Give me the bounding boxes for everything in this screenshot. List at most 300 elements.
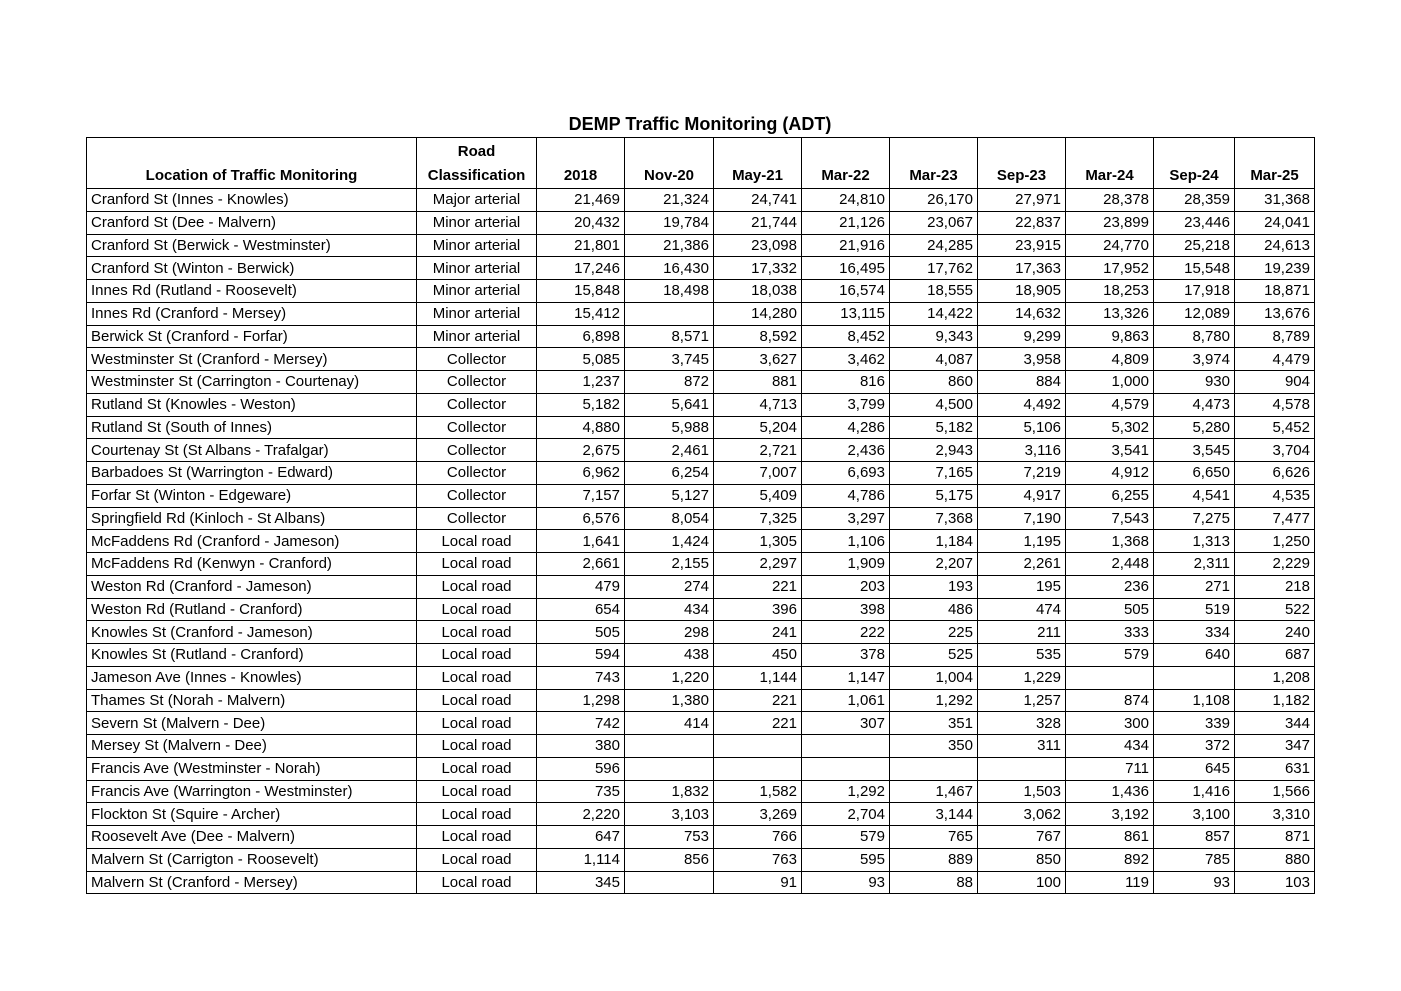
location-cell: Knowles St (Rutland - Cranford) <box>87 644 417 667</box>
adt-value-cell: 6,898 <box>537 325 625 348</box>
adt-value-cell: 3,269 <box>714 803 802 826</box>
adt-value-cell: 31,368 <box>1235 189 1315 212</box>
table-row <box>87 803 1315 826</box>
adt-value-cell: 1,292 <box>890 689 978 712</box>
adt-value-cell: 16,574 <box>802 280 890 303</box>
adt-value-cell: 3,958 <box>978 348 1066 371</box>
adt-value-cell: 8,789 <box>1235 325 1315 348</box>
adt-value-cell: 17,246 <box>537 257 625 280</box>
adt-value-cell: 26,170 <box>890 189 978 212</box>
adt-value-cell: 7,190 <box>978 507 1066 530</box>
classification-cell: Minor arterial <box>417 234 537 257</box>
location-cell: Westminster St (Cranford - Mersey) <box>87 348 417 371</box>
adt-value-cell: 1,182 <box>1235 689 1315 712</box>
adt-value-cell: 3,545 <box>1154 439 1235 462</box>
location-cell: Springfield Rd (Kinloch - St Albans) <box>87 507 417 530</box>
adt-value-cell: 4,535 <box>1235 484 1315 507</box>
column-header-period: Sep-24 <box>1154 138 1235 189</box>
adt-value-cell: 1,061 <box>802 689 890 712</box>
classification-cell: Local road <box>417 689 537 712</box>
adt-value-cell: 763 <box>714 848 802 871</box>
adt-value-cell: 23,446 <box>1154 211 1235 234</box>
adt-value-cell: 2,220 <box>537 803 625 826</box>
classification-cell: Collector <box>417 507 537 530</box>
table-row <box>87 211 1315 234</box>
adt-value-cell: 2,721 <box>714 439 802 462</box>
adt-value-cell: 195 <box>978 575 1066 598</box>
adt-value-cell: 753 <box>625 826 714 849</box>
classification-header-line2: Classification <box>427 167 526 184</box>
adt-value-cell: 5,409 <box>714 484 802 507</box>
adt-value-cell: 5,302 <box>1066 416 1154 439</box>
table-row <box>87 666 1315 689</box>
adt-value-cell: 3,100 <box>1154 803 1235 826</box>
adt-value-cell: 211 <box>978 621 1066 644</box>
adt-value-cell: 221 <box>714 712 802 735</box>
adt-value-cell: 6,576 <box>537 507 625 530</box>
adt-value-cell: 2,436 <box>802 439 890 462</box>
table-row <box>87 348 1315 371</box>
adt-value-cell: 2,297 <box>714 553 802 576</box>
location-cell: McFaddens Rd (Kenwyn - Cranford) <box>87 553 417 576</box>
adt-value-cell: 271 <box>1154 575 1235 598</box>
adt-value-cell: 18,555 <box>890 280 978 303</box>
table-row <box>87 439 1315 462</box>
adt-value-cell: 505 <box>537 621 625 644</box>
adt-value-cell: 1,368 <box>1066 530 1154 553</box>
adt-value-cell <box>978 757 1066 780</box>
adt-value-cell: 687 <box>1235 644 1315 667</box>
adt-value-cell: 4,578 <box>1235 393 1315 416</box>
adt-value-cell: 1,292 <box>802 780 890 803</box>
location-cell: Berwick St (Cranford - Forfar) <box>87 325 417 348</box>
location-cell: Cranford St (Dee - Malvern) <box>87 211 417 234</box>
adt-value-cell: 20,432 <box>537 211 625 234</box>
classification-cell: Local road <box>417 780 537 803</box>
adt-value-cell: 1,832 <box>625 780 714 803</box>
adt-value-cell: 91 <box>714 871 802 894</box>
adt-value-cell: 735 <box>537 780 625 803</box>
adt-value-cell: 24,041 <box>1235 211 1315 234</box>
adt-value-cell: 5,182 <box>537 393 625 416</box>
location-cell: Knowles St (Cranford - Jameson) <box>87 621 417 644</box>
adt-value-cell: 2,207 <box>890 553 978 576</box>
adt-value-cell: 300 <box>1066 712 1154 735</box>
location-cell: Innes Rd (Rutland - Roosevelt) <box>87 280 417 303</box>
adt-value-cell: 2,461 <box>625 439 714 462</box>
adt-value-cell: 240 <box>1235 621 1315 644</box>
adt-value-cell: 2,675 <box>537 439 625 462</box>
table-row <box>87 644 1315 667</box>
adt-value-cell: 8,592 <box>714 325 802 348</box>
adt-value-cell: 3,462 <box>802 348 890 371</box>
adt-value-cell: 647 <box>537 826 625 849</box>
adt-value-cell: 15,848 <box>537 280 625 303</box>
location-cell: Jameson Ave (Innes - Knowles) <box>87 666 417 689</box>
adt-value-cell: 2,261 <box>978 553 1066 576</box>
adt-value-cell: 1,208 <box>1235 666 1315 689</box>
adt-value-cell <box>714 757 802 780</box>
column-header-period: Mar-24 <box>1066 138 1154 189</box>
adt-value-cell <box>625 735 714 758</box>
location-cell: Flockton St (Squire - Archer) <box>87 803 417 826</box>
table-row <box>87 871 1315 894</box>
adt-value-cell: 872 <box>625 371 714 394</box>
adt-value-cell: 17,952 <box>1066 257 1154 280</box>
adt-value-cell: 24,613 <box>1235 234 1315 257</box>
adt-value-cell: 474 <box>978 598 1066 621</box>
adt-value-cell: 7,157 <box>537 484 625 507</box>
adt-value-cell: 3,116 <box>978 439 1066 462</box>
adt-value-cell: 3,103 <box>625 803 714 826</box>
adt-value-cell: 765 <box>890 826 978 849</box>
adt-value-cell: 13,326 <box>1066 302 1154 325</box>
adt-value-cell: 345 <box>537 871 625 894</box>
column-header-period: Mar-22 <box>802 138 890 189</box>
adt-value-cell: 7,543 <box>1066 507 1154 530</box>
table-row <box>87 302 1315 325</box>
adt-value-cell: 328 <box>978 712 1066 735</box>
adt-value-cell: 22,837 <box>978 211 1066 234</box>
adt-value-cell: 434 <box>1066 735 1154 758</box>
adt-value-cell: 5,280 <box>1154 416 1235 439</box>
classification-cell: Local road <box>417 621 537 644</box>
adt-value-cell: 18,253 <box>1066 280 1154 303</box>
adt-value-cell: 1,566 <box>1235 780 1315 803</box>
adt-value-cell: 1,237 <box>537 371 625 394</box>
adt-value-cell: 3,974 <box>1154 348 1235 371</box>
adt-value-cell: 88 <box>890 871 978 894</box>
column-header-classification <box>417 138 537 189</box>
adt-value-cell <box>1066 666 1154 689</box>
adt-value-cell: 236 <box>1066 575 1154 598</box>
adt-value-cell: 479 <box>537 575 625 598</box>
adt-value-cell: 414 <box>625 712 714 735</box>
adt-value-cell: 631 <box>1235 757 1315 780</box>
adt-value-cell: 881 <box>714 371 802 394</box>
adt-value-cell: 4,087 <box>890 348 978 371</box>
adt-value-cell: 1,305 <box>714 530 802 553</box>
classification-cell: Local road <box>417 712 537 735</box>
location-cell: Malvern St (Carrigton - Roosevelt) <box>87 848 417 871</box>
adt-value-cell: 4,479 <box>1235 348 1315 371</box>
adt-value-cell: 3,310 <box>1235 803 1315 826</box>
adt-value-cell <box>625 302 714 325</box>
adt-value-cell: 17,762 <box>890 257 978 280</box>
location-cell: Roosevelt Ave (Dee - Malvern) <box>87 826 417 849</box>
location-cell: Innes Rd (Cranford - Mersey) <box>87 302 417 325</box>
classification-cell: Local road <box>417 826 537 849</box>
adt-value-cell: 93 <box>802 871 890 894</box>
adt-value-cell: 16,430 <box>625 257 714 280</box>
adt-value-cell: 1,229 <box>978 666 1066 689</box>
adt-value-cell: 7,219 <box>978 462 1066 485</box>
location-cell: Courtenay St (St Albans - Trafalgar) <box>87 439 417 462</box>
table-row <box>87 826 1315 849</box>
adt-value-cell: 3,192 <box>1066 803 1154 826</box>
adt-value-cell: 17,918 <box>1154 280 1235 303</box>
adt-value-cell: 21,126 <box>802 211 890 234</box>
adt-value-cell: 2,448 <box>1066 553 1154 576</box>
adt-value-cell: 438 <box>625 644 714 667</box>
adt-value-cell: 6,626 <box>1235 462 1315 485</box>
adt-value-cell: 14,632 <box>978 302 1066 325</box>
classification-cell: Local road <box>417 553 537 576</box>
table-row <box>87 553 1315 576</box>
adt-value-cell: 7,477 <box>1235 507 1315 530</box>
classification-cell: Local road <box>417 871 537 894</box>
adt-value-cell: 880 <box>1235 848 1315 871</box>
adt-value-cell: 1,909 <box>802 553 890 576</box>
adt-value-cell: 856 <box>625 848 714 871</box>
adt-value-cell: 450 <box>714 644 802 667</box>
adt-value-cell: 6,693 <box>802 462 890 485</box>
column-header-period: Sep-23 <box>978 138 1066 189</box>
adt-value-cell: 785 <box>1154 848 1235 871</box>
adt-value-cell: 100 <box>978 871 1066 894</box>
adt-value-cell: 24,770 <box>1066 234 1154 257</box>
adt-value-cell: 2,661 <box>537 553 625 576</box>
adt-value-cell: 14,280 <box>714 302 802 325</box>
adt-value-cell: 1,416 <box>1154 780 1235 803</box>
adt-value-cell: 1,147 <box>802 666 890 689</box>
adt-value-cell: 23,915 <box>978 234 1066 257</box>
adt-value-cell: 4,713 <box>714 393 802 416</box>
adt-value-cell: 12,089 <box>1154 302 1235 325</box>
classification-cell: Minor arterial <box>417 302 537 325</box>
adt-value-cell: 1,220 <box>625 666 714 689</box>
adt-value-cell: 7,325 <box>714 507 802 530</box>
adt-value-cell: 1,380 <box>625 689 714 712</box>
adt-value-cell: 1,004 <box>890 666 978 689</box>
adt-value-cell: 221 <box>714 575 802 598</box>
adt-value-cell: 434 <box>625 598 714 621</box>
adt-value-cell: 884 <box>978 371 1066 394</box>
adt-value-cell <box>625 871 714 894</box>
location-cell: Barbadoes St (Warrington - Edward) <box>87 462 417 485</box>
table-row <box>87 530 1315 553</box>
adt-value-cell <box>1154 666 1235 689</box>
adt-value-cell: 645 <box>1154 757 1235 780</box>
adt-value-cell: 8,780 <box>1154 325 1235 348</box>
adt-value-cell: 4,786 <box>802 484 890 507</box>
classification-cell: Local road <box>417 644 537 667</box>
classification-cell: Collector <box>417 462 537 485</box>
table-body <box>87 189 1315 894</box>
adt-value-cell: 640 <box>1154 644 1235 667</box>
adt-value-cell: 380 <box>537 735 625 758</box>
classification-cell: Local road <box>417 735 537 758</box>
adt-value-cell: 596 <box>537 757 625 780</box>
classification-cell: Local road <box>417 848 537 871</box>
adt-value-cell: 9,299 <box>978 325 1066 348</box>
adt-value-cell: 889 <box>890 848 978 871</box>
adt-value-cell: 5,175 <box>890 484 978 507</box>
adt-value-cell: 9,863 <box>1066 325 1154 348</box>
adt-value-cell: 2,229 <box>1235 553 1315 576</box>
table-row <box>87 371 1315 394</box>
classification-cell: Local road <box>417 757 537 780</box>
adt-value-cell: 850 <box>978 848 1066 871</box>
table-row <box>87 325 1315 348</box>
table-row <box>87 689 1315 712</box>
location-cell: Weston Rd (Cranford - Jameson) <box>87 575 417 598</box>
adt-value-cell: 1,195 <box>978 530 1066 553</box>
adt-value-cell: 7,368 <box>890 507 978 530</box>
adt-value-cell: 4,809 <box>1066 348 1154 371</box>
table-row <box>87 416 1315 439</box>
adt-value-cell: 3,627 <box>714 348 802 371</box>
adt-value-cell <box>802 735 890 758</box>
adt-value-cell: 5,182 <box>890 416 978 439</box>
adt-value-cell: 860 <box>890 371 978 394</box>
location-cell: Severn St (Malvern - Dee) <box>87 712 417 735</box>
adt-value-cell: 4,286 <box>802 416 890 439</box>
adt-value-cell: 28,378 <box>1066 189 1154 212</box>
adt-value-cell: 9,343 <box>890 325 978 348</box>
adt-value-cell: 3,297 <box>802 507 890 530</box>
adt-value-cell: 93 <box>1154 871 1235 894</box>
adt-value-cell: 19,784 <box>625 211 714 234</box>
adt-value-cell: 21,324 <box>625 189 714 212</box>
adt-value-cell: 203 <box>802 575 890 598</box>
adt-value-cell: 861 <box>1066 826 1154 849</box>
table-row <box>87 780 1315 803</box>
adt-value-cell: 4,541 <box>1154 484 1235 507</box>
table-row <box>87 507 1315 530</box>
adt-value-cell: 3,799 <box>802 393 890 416</box>
location-cell: Weston Rd (Rutland - Cranford) <box>87 598 417 621</box>
classification-cell: Collector <box>417 371 537 394</box>
classification-cell: Minor arterial <box>417 211 537 234</box>
adt-value-cell: 8,452 <box>802 325 890 348</box>
adt-value-cell: 17,363 <box>978 257 1066 280</box>
adt-value-cell: 2,311 <box>1154 553 1235 576</box>
adt-value-cell: 5,127 <box>625 484 714 507</box>
adt-value-cell: 311 <box>978 735 1066 758</box>
location-cell: Thames St (Norah - Malvern) <box>87 689 417 712</box>
classification-cell: Local road <box>417 530 537 553</box>
adt-value-cell: 347 <box>1235 735 1315 758</box>
adt-value-cell: 13,115 <box>802 302 890 325</box>
table-row <box>87 189 1315 212</box>
adt-value-cell: 486 <box>890 598 978 621</box>
adt-value-cell: 298 <box>625 621 714 644</box>
adt-value-cell: 14,422 <box>890 302 978 325</box>
adt-value-cell: 579 <box>802 826 890 849</box>
adt-value-cell: 5,085 <box>537 348 625 371</box>
adt-value-cell <box>890 757 978 780</box>
adt-value-cell: 857 <box>1154 826 1235 849</box>
location-cell: Cranford St (Berwick - Westminster) <box>87 234 417 257</box>
adt-value-cell: 4,917 <box>978 484 1066 507</box>
location-cell: Forfar St (Winton - Edgeware) <box>87 484 417 507</box>
adt-value-cell: 2,943 <box>890 439 978 462</box>
adt-value-cell: 378 <box>802 644 890 667</box>
adt-value-cell: 351 <box>890 712 978 735</box>
adt-value-cell: 6,255 <box>1066 484 1154 507</box>
adt-value-cell: 654 <box>537 598 625 621</box>
adt-value-cell: 5,106 <box>978 416 1066 439</box>
adt-value-cell: 241 <box>714 621 802 644</box>
adt-value-cell: 4,912 <box>1066 462 1154 485</box>
adt-value-cell: 1,184 <box>890 530 978 553</box>
adt-value-cell: 398 <box>802 598 890 621</box>
adt-value-cell: 1,250 <box>1235 530 1315 553</box>
adt-value-cell: 1,114 <box>537 848 625 871</box>
adt-value-cell: 19,239 <box>1235 257 1315 280</box>
table-row <box>87 257 1315 280</box>
adt-value-cell: 742 <box>537 712 625 735</box>
location-cell: Malvern St (Cranford - Mersey) <box>87 871 417 894</box>
adt-value-cell: 3,704 <box>1235 439 1315 462</box>
adt-value-cell: 7,007 <box>714 462 802 485</box>
adt-value-cell: 372 <box>1154 735 1235 758</box>
adt-value-cell: 4,500 <box>890 393 978 416</box>
location-cell: Francis Ave (Warrington - Westminster) <box>87 780 417 803</box>
table-row <box>87 712 1315 735</box>
table-row <box>87 598 1315 621</box>
adt-value-cell: 344 <box>1235 712 1315 735</box>
adt-value-cell: 1,144 <box>714 666 802 689</box>
adt-value-cell: 1,000 <box>1066 371 1154 394</box>
table-row <box>87 234 1315 257</box>
adt-value-cell: 874 <box>1066 689 1154 712</box>
adt-value-cell: 2,704 <box>802 803 890 826</box>
adt-value-cell: 15,412 <box>537 302 625 325</box>
adt-value-cell: 711 <box>1066 757 1154 780</box>
adt-value-cell: 218 <box>1235 575 1315 598</box>
table-row <box>87 757 1315 780</box>
adt-value-cell: 16,495 <box>802 257 890 280</box>
adt-value-cell: 1,582 <box>714 780 802 803</box>
adt-value-cell: 24,285 <box>890 234 978 257</box>
classification-cell: Local road <box>417 575 537 598</box>
adt-value-cell: 3,745 <box>625 348 714 371</box>
adt-value-cell: 767 <box>978 826 1066 849</box>
adt-value-cell: 15,548 <box>1154 257 1235 280</box>
classification-cell: Minor arterial <box>417 257 537 280</box>
adt-value-cell: 28,359 <box>1154 189 1235 212</box>
adt-value-cell: 1,108 <box>1154 689 1235 712</box>
adt-value-cell: 222 <box>802 621 890 644</box>
adt-value-cell: 18,038 <box>714 280 802 303</box>
adt-value-cell: 1,641 <box>537 530 625 553</box>
table-title: DEMP Traffic Monitoring (ADT) <box>568 114 832 134</box>
adt-value-cell: 525 <box>890 644 978 667</box>
adt-value-cell: 193 <box>890 575 978 598</box>
adt-value-cell <box>714 735 802 758</box>
adt-value-cell: 103 <box>1235 871 1315 894</box>
traffic-table <box>86 137 1315 894</box>
table-row <box>87 575 1315 598</box>
adt-value-cell: 4,492 <box>978 393 1066 416</box>
adt-value-cell: 25,218 <box>1154 234 1235 257</box>
adt-value-cell: 6,254 <box>625 462 714 485</box>
adt-value-cell: 307 <box>802 712 890 735</box>
adt-value-cell: 3,062 <box>978 803 1066 826</box>
classification-cell: Minor arterial <box>417 325 537 348</box>
adt-value-cell: 3,541 <box>1066 439 1154 462</box>
classification-cell: Collector <box>417 393 537 416</box>
table-row <box>87 848 1315 871</box>
adt-value-cell: 5,641 <box>625 393 714 416</box>
adt-value-cell: 24,810 <box>802 189 890 212</box>
classification-cell: Collector <box>417 439 537 462</box>
adt-value-cell: 3,144 <box>890 803 978 826</box>
classification-cell: Local road <box>417 598 537 621</box>
adt-value-cell: 221 <box>714 689 802 712</box>
